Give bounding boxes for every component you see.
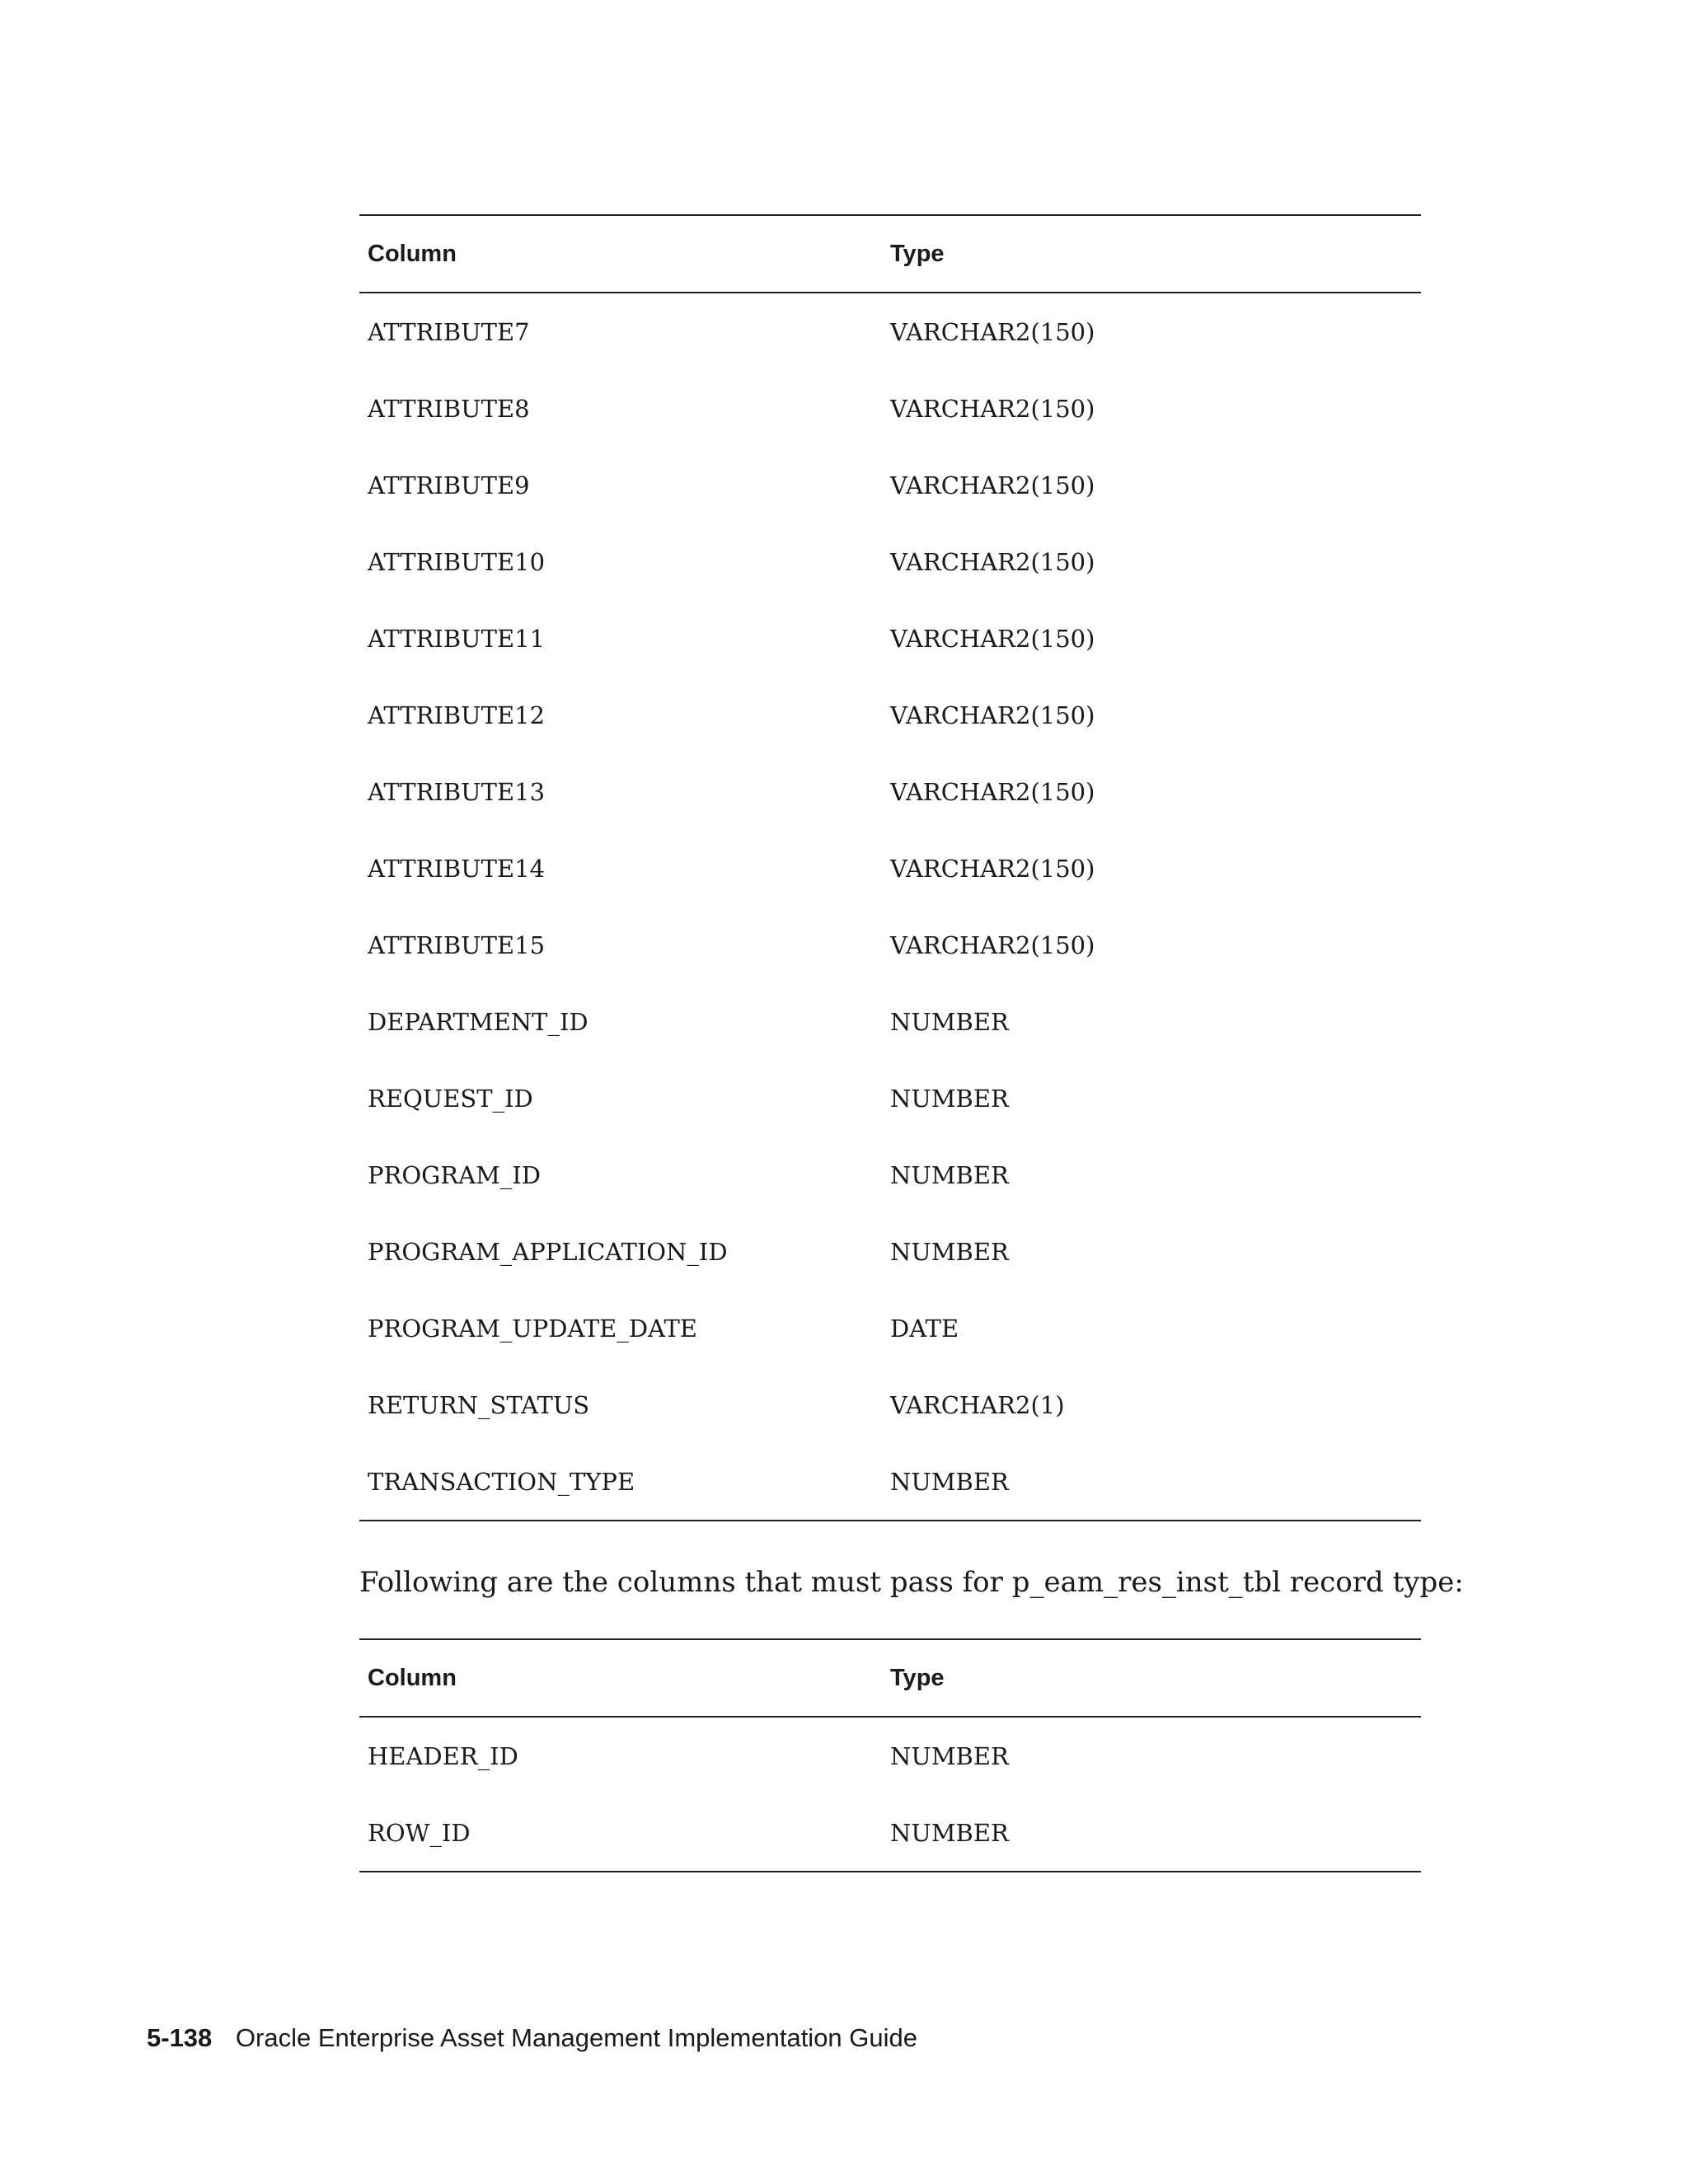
column-name-cell: ATTRIBUTE10 xyxy=(368,547,546,576)
table-row xyxy=(359,983,1421,1060)
column-type-cell: VARCHAR2(150) xyxy=(890,547,1095,576)
column-type-cell: VARCHAR2(150) xyxy=(890,854,1095,883)
table-row xyxy=(359,523,1421,600)
column-name-cell: ATTRIBUTE8 xyxy=(368,394,530,423)
intro-paragraph: Following are the columns that must pass for p_eam_res_inst_tbl record type: xyxy=(359,1566,1464,1599)
table-row xyxy=(359,1718,1421,1794)
column-type-cell: NUMBER xyxy=(890,1741,1009,1770)
table-row xyxy=(359,830,1421,907)
table-row xyxy=(359,447,1421,523)
column-type-cell: NUMBER xyxy=(890,1160,1009,1189)
table-row xyxy=(359,1213,1421,1290)
column-header: Column xyxy=(368,240,457,267)
table-row xyxy=(359,1137,1421,1213)
table-row xyxy=(359,1366,1421,1443)
column-name-cell: PROGRAM_APPLICATION_ID xyxy=(368,1237,728,1266)
column-type-table-2 xyxy=(359,1638,1421,1872)
table-row xyxy=(359,753,1421,830)
column-name-cell: PROGRAM_ID xyxy=(368,1160,541,1189)
column-type-cell: NUMBER xyxy=(890,1007,1009,1036)
document-title: Oracle Enterprise Asset Management Implementation Guide xyxy=(235,2023,918,2052)
column-name-cell: ATTRIBUTE15 xyxy=(368,930,546,959)
column-type-cell: DATE xyxy=(890,1314,959,1343)
table-body xyxy=(359,1718,1421,1871)
column-name-cell: REQUEST_ID xyxy=(368,1084,533,1113)
table-body xyxy=(359,293,1421,1520)
column-name-cell: ATTRIBUTE11 xyxy=(368,624,546,653)
column-type-cell: NUMBER xyxy=(890,1818,1009,1847)
column-type-cell: NUMBER xyxy=(890,1467,1009,1496)
table-header-row xyxy=(359,1640,1421,1718)
table-row xyxy=(359,677,1421,753)
table-row xyxy=(359,1290,1421,1366)
column-type-cell: NUMBER xyxy=(890,1084,1009,1113)
column-type-table-1 xyxy=(359,214,1421,1521)
column-name-cell: ROW_ID xyxy=(368,1818,471,1847)
column-type-cell: VARCHAR2(150) xyxy=(890,701,1095,729)
column-name-cell: TRANSACTION_TYPE xyxy=(368,1467,635,1496)
column-name-cell: ATTRIBUTE12 xyxy=(368,701,546,729)
page-number: 5-138 xyxy=(147,2023,213,2052)
column-name-cell: PROGRAM_UPDATE_DATE xyxy=(368,1314,697,1343)
table-row xyxy=(359,907,1421,983)
column-type-cell: VARCHAR2(1) xyxy=(890,1390,1065,1419)
table-row xyxy=(359,1443,1421,1520)
column-type-cell: VARCHAR2(150) xyxy=(890,394,1095,423)
column-name-cell: ATTRIBUTE13 xyxy=(368,777,546,806)
column-type-cell: VARCHAR2(150) xyxy=(890,471,1095,499)
column-type-cell: VARCHAR2(150) xyxy=(890,930,1095,959)
type-header: Type xyxy=(890,1664,945,1691)
column-type-cell: VARCHAR2(150) xyxy=(890,624,1095,653)
table-row xyxy=(359,600,1421,677)
column-name-cell: ATTRIBUTE14 xyxy=(368,854,546,883)
type-header: Type xyxy=(890,240,945,267)
column-type-cell: VARCHAR2(150) xyxy=(890,317,1095,346)
table-header-row xyxy=(359,216,1421,293)
column-name-cell: ATTRIBUTE7 xyxy=(368,317,530,346)
table-row xyxy=(359,1060,1421,1137)
table-row xyxy=(359,1794,1421,1871)
column-type-cell: VARCHAR2(150) xyxy=(890,777,1095,806)
column-name-cell: HEADER_ID xyxy=(368,1741,518,1770)
page-footer xyxy=(147,2023,917,2053)
table-row xyxy=(359,370,1421,447)
table-row xyxy=(359,293,1421,370)
column-name-cell: RETURN_STATUS xyxy=(368,1390,590,1419)
column-name-cell: DEPARTMENT_ID xyxy=(368,1007,588,1036)
column-name-cell: ATTRIBUTE9 xyxy=(368,471,530,499)
column-type-cell: NUMBER xyxy=(890,1237,1009,1266)
column-header: Column xyxy=(368,1664,457,1691)
